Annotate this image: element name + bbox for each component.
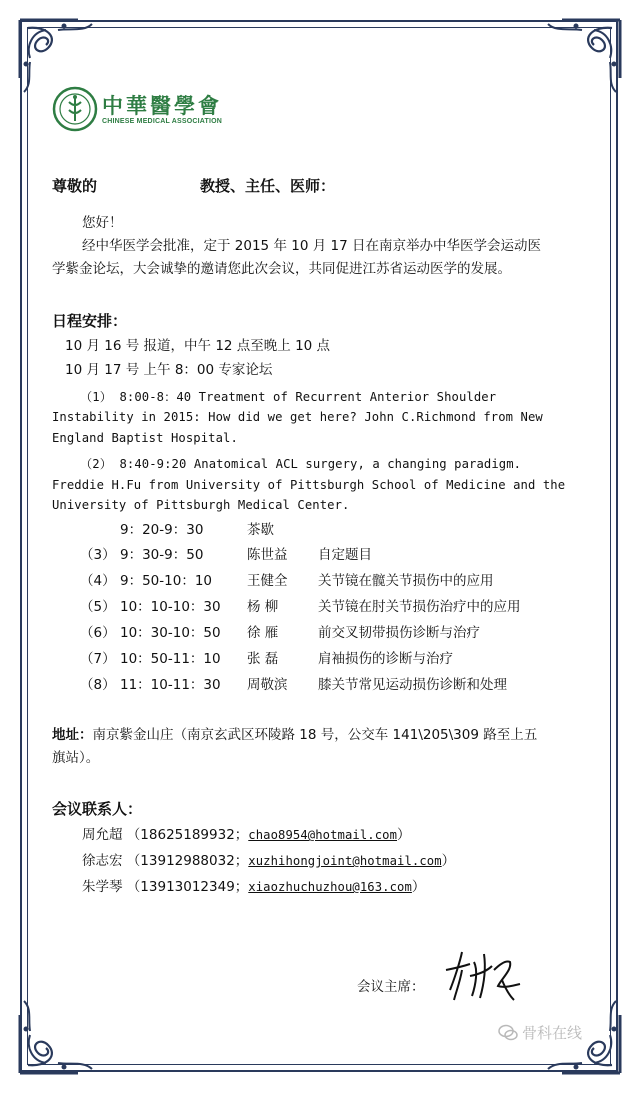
chair-signature-icon: [440, 940, 530, 1006]
address-label: 地址：: [52, 727, 93, 743]
row-number: （8）: [80, 677, 116, 693]
address-line-1: [52, 726, 537, 744]
talk-2-line-3: University of Pittsburgh Medical Center.: [52, 498, 350, 512]
chair-label: 会议主席：: [357, 979, 425, 995]
contact-close: ）: [411, 879, 426, 895]
row-time: 10：50-11：10: [120, 651, 221, 667]
schedule-day-1: 10 月 16 号 报道，中午 12 点至晚上 10 点: [65, 338, 331, 354]
contact-name: 周允超: [82, 827, 123, 843]
talk-1-line-3: England Baptist Hospital.: [52, 431, 238, 445]
contact-item: [82, 852, 455, 870]
row-speaker: 张 磊: [247, 651, 279, 667]
row-time: 11：10-11：30: [120, 677, 221, 693]
row-number: （6）: [80, 625, 116, 641]
row-speaker: 陈世益: [247, 547, 288, 563]
contact-close: ）: [397, 827, 411, 843]
wechat-icon: [498, 1024, 518, 1042]
row-topic: 自定题目: [318, 547, 372, 563]
contact-item: [82, 878, 425, 896]
talk-1-line-1: （1） 8:00-8：40 Treatment of Recurrent Anterior Shoulder: [80, 390, 497, 404]
row-topic: 关节镜在髋关节损伤中的应用: [318, 573, 494, 589]
row-time: 9：20-9：30: [120, 522, 204, 538]
row-number: （7）: [80, 651, 116, 667]
contact-name: 徐志宏: [82, 853, 123, 869]
intro-line-1: 经中华医学会批准，定于 2015 年 10 月 17 日在南京举办中华医学会运动医: [82, 238, 541, 254]
row-speaker: 徐 雁: [247, 625, 279, 641]
contact-phone: （18625189932；: [126, 827, 249, 843]
contact-email-link[interactable]: xuzhihongjoint@hotmail.com: [248, 854, 442, 868]
schedule-day-2: 10 月 17 号 上午 8：00 专家论坛: [65, 362, 273, 378]
intro-line-2: 学紫金论坛，大会诚挚的邀请您此次会议，共同促进江苏省运动医学的发展。: [52, 261, 511, 277]
contact-phone: （13913012349；: [126, 879, 249, 895]
row-topic: 肩袖损伤的诊断与治疗: [318, 651, 453, 667]
corner-ornament-icon: [544, 18, 622, 96]
row-time: 9：50-10：10: [120, 573, 212, 589]
contact-email-link[interactable]: chao8954@hotmail.com: [248, 828, 398, 842]
contact-email-link[interactable]: xiaozhuchuzhou@163.com: [248, 880, 412, 894]
contact-name: 朱学琴: [82, 879, 123, 895]
contact-close: ）: [441, 853, 456, 869]
row-time: 10：10-10：30: [120, 599, 221, 615]
row-topic: 前交叉韧带损伤诊断与治疗: [318, 625, 480, 641]
talk-2-line-2: Freddie H.Fu from University of Pittsburgh School of Medicine and the: [52, 478, 566, 492]
row-speaker: 茶歇: [247, 522, 274, 538]
row-time: 10：30-10：50: [120, 625, 221, 641]
row-speaker: 周敬滨: [247, 677, 288, 693]
row-topic: 关节镜在肘关节损伤治疗中的应用: [318, 599, 521, 615]
watermark-text: 骨科在线: [522, 1024, 583, 1042]
schedule-heading: 日程安排：: [52, 312, 128, 330]
row-speaker: 王健全: [247, 573, 288, 589]
logo-chinese-name: 中華醫學會: [102, 92, 222, 118]
talk-2-line-1: （2） 8:40-9:20 Anatomical ACL surgery, a changing paradigm.: [80, 457, 522, 471]
greeting: 您好！: [82, 215, 123, 231]
logo-english-name: CHINESE MEDICAL ASSOCIATION: [102, 117, 223, 125]
row-speaker: 杨 柳: [247, 599, 279, 615]
address-text: 南京紫金山庄（南京玄武区环陵路 18 号，公交车 141\205\309 路至上五: [92, 727, 538, 743]
contact-phone: （13912988032；: [126, 853, 249, 869]
corner-ornament-icon: [18, 997, 96, 1075]
row-number: （5）: [80, 599, 116, 615]
row-number: （4）: [80, 573, 116, 589]
watermark: [498, 1022, 582, 1043]
row-number: （3）: [80, 547, 116, 563]
row-topic: 膝关节常见运动损伤诊断和处理: [318, 677, 507, 693]
address-line-2: 旗站）。: [52, 750, 100, 766]
association-seal-icon: [52, 86, 98, 132]
talk-1-line-2: Instability in 2015: How did we get here? John C.Richmond from New: [52, 410, 543, 424]
salutation-prefix: 尊敬的: [52, 177, 98, 195]
corner-ornament-icon: [18, 18, 96, 96]
contact-item: [82, 826, 411, 844]
row-time: 9：30-9：50: [120, 547, 204, 563]
salutation-titles: 教授、主任、医师：: [200, 177, 336, 195]
contacts-heading: 会议联系人：: [52, 800, 143, 818]
association-logo: [52, 86, 222, 132]
